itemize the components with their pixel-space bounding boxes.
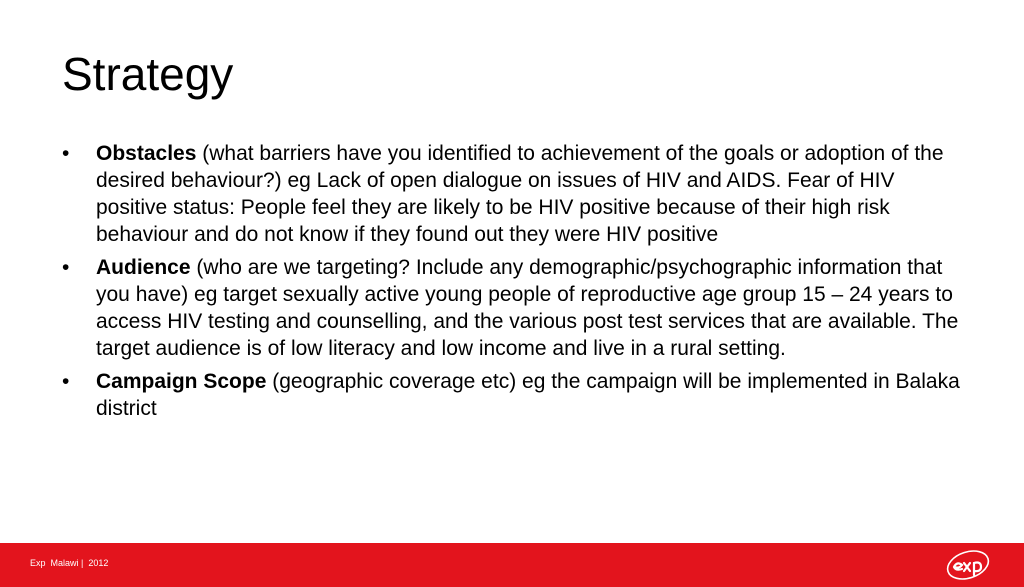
bullet-item-audience [62, 254, 962, 362]
bullet-heading: Obstacles [96, 142, 197, 165]
footer-text: Exp Malawi | 2012 [30, 558, 109, 568]
bullet-text: (who are we targeting? Include any demographic/psychographic information that you have) eg target sexually active young people of reproductive age group 15 – 24 years to access HIV testing and counselling, and the various post test services that are available. The target audience is of low literacy and low income and live in a rural setting. [96, 256, 959, 360]
bullet-item-obstacles [62, 140, 962, 248]
bullet-marker: • [62, 142, 70, 165]
footer-bar [0, 543, 1024, 587]
bullet-text: (what barriers have you identified to achievement of the goals or adoption of the desired behaviour?) eg Lack of open dialogue on issues of HIV and AIDS. Fear of HIV positive status: People feel they are likely to be HIV positive because of their high risk behaviour and do not know if they found out they were HIV positive [96, 142, 944, 246]
bullet-item-campaign-scope [62, 368, 962, 422]
bullet-text: (geographic coverage etc) eg the campaign will be implemented in Balaka district [96, 370, 960, 420]
bullet-marker: • [62, 370, 70, 393]
slide-title: Strategy [62, 48, 234, 100]
bullet-marker: • [62, 256, 70, 279]
bullet-heading: Campaign Scope [96, 370, 267, 393]
bullet-list [62, 140, 962, 428]
exp-logo-icon [944, 549, 992, 581]
bullet-heading: Audience [96, 256, 191, 279]
